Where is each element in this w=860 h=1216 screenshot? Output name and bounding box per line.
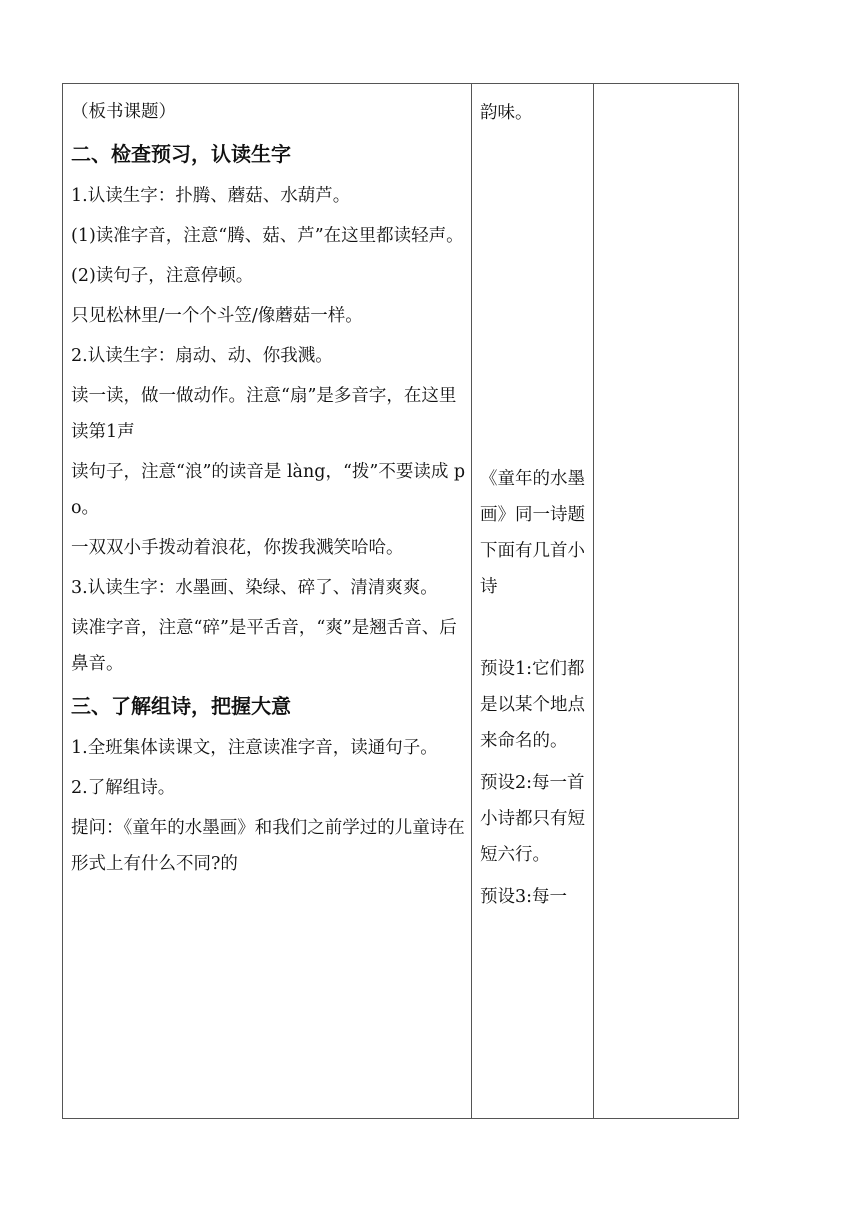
design-intent-column xyxy=(480,92,592,918)
teaching-process-column xyxy=(71,92,467,884)
board-title-note: （板书课题） xyxy=(71,102,176,122)
paragraph: 1.全班集体读课文，注意读准字音，读通句子。 xyxy=(71,738,438,758)
paragraph: 只见松林里/一个个斗笠/像蘑菇一样。 xyxy=(71,306,363,326)
preset-answer-1: 预设1:它们都是以某个地点来命名的。 xyxy=(480,659,585,751)
column-divider-2 xyxy=(593,84,594,1118)
paragraph: (2)读句子，注意停顿。 xyxy=(71,266,254,286)
side-note-middle: 《童年的水墨画》同一诗题下面有几首小诗 xyxy=(480,469,585,597)
paragraph: 2.认读生字：扇动、动、你我溅。 xyxy=(71,346,333,366)
preset-answer-2: 预设2:每一首小诗都只有短短六行。 xyxy=(480,773,585,865)
side-note-top: 韵味。 xyxy=(480,103,533,123)
paragraph: 读一读，做一做动作。注意“扇”是多音字，在这里读第1声 xyxy=(71,386,457,442)
paragraph: 提问：《童年的水墨画》和我们之前学过的儿童诗在形式上有什么不同?的 xyxy=(71,818,465,874)
paragraph: 2.了解组诗。 xyxy=(71,778,176,798)
lesson-plan-table xyxy=(62,83,739,1119)
column-divider-1 xyxy=(471,84,472,1118)
section-heading-2: 二、检查预习，认读生字 xyxy=(71,142,291,166)
paragraph: 读句子，注意“浪”的读音是 làng，“拨”不要读成 po。 xyxy=(71,462,466,518)
section-heading-3: 三、了解组诗，把握大意 xyxy=(71,694,291,718)
paragraph: 3.认读生字：水墨画、染绿、碎了、清清爽爽。 xyxy=(71,578,438,598)
paragraph: 读准字音，注意“碎”是平舌音，“爽”是翘舌音、后鼻音。 xyxy=(71,618,457,674)
paragraph: 1.认读生字：扑腾、蘑菇、水葫芦。 xyxy=(71,186,351,206)
preset-answer-3: 预设3:每一 xyxy=(480,887,568,907)
paragraph: 一双双小手拨动着浪花，你拨我溅笑哈哈。 xyxy=(71,538,404,558)
paragraph: (1)读准字音，注意“腾、菇、芦”在这里都读轻声。 xyxy=(71,226,464,246)
